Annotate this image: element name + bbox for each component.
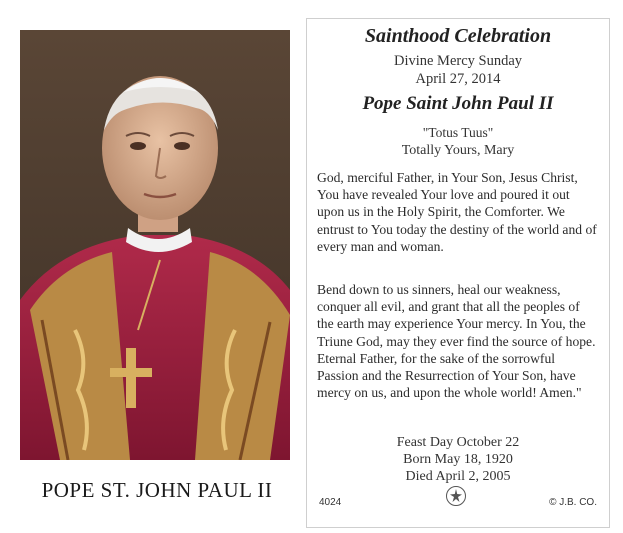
saint-name: Pope Saint John Paul II xyxy=(362,93,554,114)
copyright-text: © J.B. CO. xyxy=(549,497,597,508)
motto-english: Totally Yours, Mary xyxy=(401,143,515,158)
prayer-paragraph: Bend down to us sinners, heal our weakness, conquer all evil, and grant that all the peoples of the earth may experience Your mercy. In You, the Triune God, may they ever find the source of hope. Eternal Father, for the sake of the sorrowful Passion and the Resurrection of Your Son, have mercy on us, and upon the whole world! Amen." xyxy=(317,282,596,401)
event-date: April 27, 2014 xyxy=(415,71,501,87)
death-date: Died April 2, 2005 xyxy=(405,469,511,484)
product-code: 4024 xyxy=(319,497,342,508)
birth-date: Born May 18, 1920 xyxy=(403,452,513,467)
front-card xyxy=(16,22,298,522)
card-title: Sainthood Celebration xyxy=(364,25,552,47)
portrait-illustration xyxy=(20,30,290,460)
pope-portrait xyxy=(20,30,290,460)
publisher-emblem-icon xyxy=(445,485,467,507)
prayer-paragraph: God, merciful Father, in Your Son, Jesus Christ, You have revealed Your love and poured it out upon us in the Holy Spirit, the Comforter. We entrust to You today the destiny of the world and of every man and woman. xyxy=(317,170,597,254)
motto-latin: "Totus Tuus" xyxy=(422,125,494,140)
front-caption: POPE ST. JOHN PAUL II xyxy=(41,478,273,502)
back-card xyxy=(306,18,610,528)
event-name: Divine Mercy Sunday xyxy=(393,53,523,69)
feast-day: Feast Day October 22 xyxy=(396,435,520,450)
